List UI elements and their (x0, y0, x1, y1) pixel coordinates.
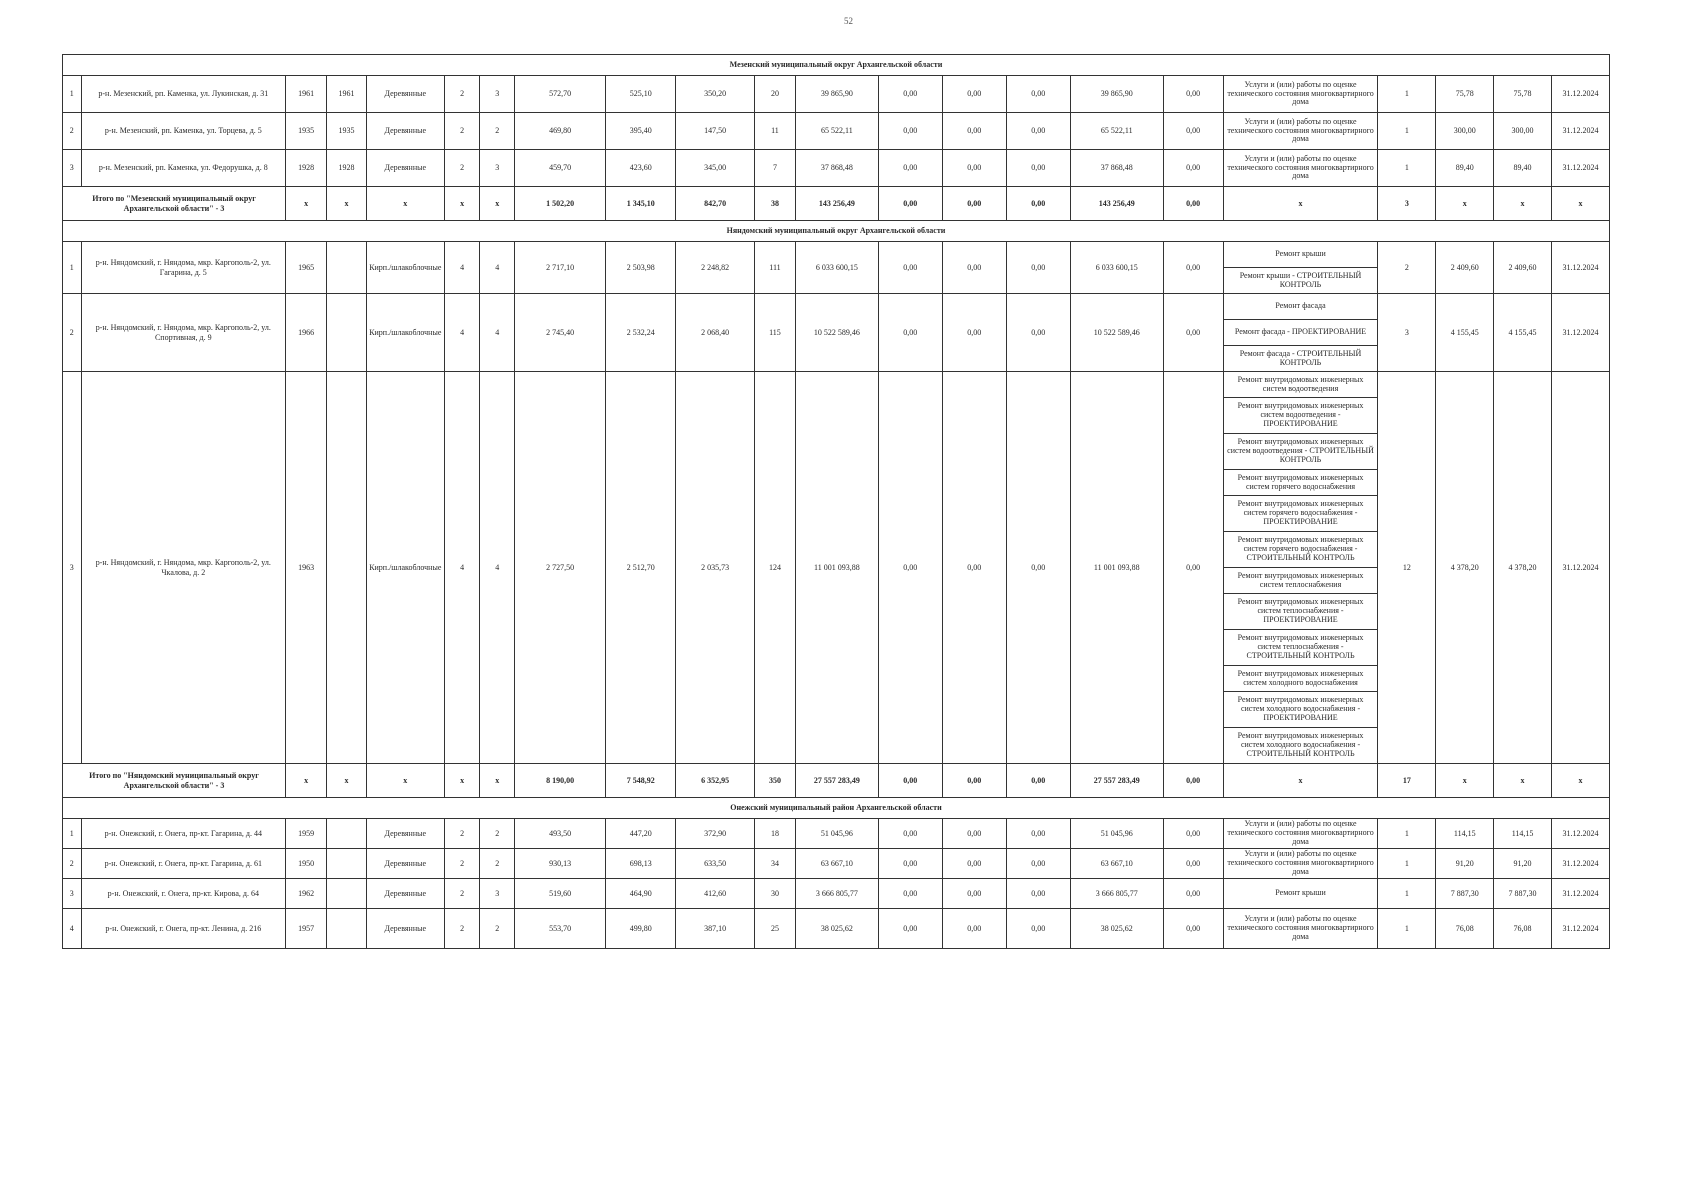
total-entrances: x (480, 764, 515, 798)
total-floors: x (445, 187, 480, 221)
residents-cell: 25 (754, 909, 795, 949)
unit-cost-cell: 114,15 (1436, 819, 1494, 849)
material-cell: Кирп./шлакоблочные (366, 242, 444, 294)
material-cell: Деревянные (366, 113, 444, 150)
regional-cell: 0,00 (942, 113, 1006, 150)
work-type-cell: Ремонт фасада (1223, 294, 1378, 320)
fund-cell: 0,00 (878, 76, 942, 113)
floors-cell: 2 (445, 76, 480, 113)
total-living-area: 7 548,92 (606, 764, 676, 798)
local-cell: 0,00 (1006, 819, 1070, 849)
other-cell: 0,00 (1163, 113, 1223, 150)
total-regional: 0,00 (942, 187, 1006, 221)
year-built-cell: 1961 (286, 76, 327, 113)
total-residential-area: 842,70 (676, 187, 754, 221)
work-type-cell: Услуги и (или) работы по оценке технического состояния многоквартирного дома (1223, 819, 1378, 849)
residential-area-cell: 2 068,40 (676, 294, 754, 372)
owners-cell: 51 045,96 (1070, 819, 1163, 849)
deadline-cell: 31.12.2024 (1551, 849, 1609, 879)
total-deadline: x (1551, 187, 1609, 221)
address-cell: р-н. Онежский, г. Онега, пр-кт. Гагарина, д. 44 (81, 819, 285, 849)
section-title: Онежский муниципальный район Архангельской области (63, 798, 1610, 819)
max-unit-cost-cell: 4 378,20 (1494, 372, 1552, 764)
total-area-cell: 469,80 (515, 113, 606, 150)
section-total-label: Итого по "Мезенский муниципальный округ Архангельской области" - 3 (63, 187, 286, 221)
total-max-unit-cost: x (1494, 764, 1552, 798)
total-cost-cell: 38 025,62 (796, 909, 879, 949)
residential-area-cell: 412,60 (676, 879, 754, 909)
deadline-cell: 31.12.2024 (1551, 372, 1609, 764)
living-area-cell: 2 512,70 (606, 372, 676, 764)
total-other: 0,00 (1163, 764, 1223, 798)
year-commissioned-cell (327, 242, 366, 294)
table-row (63, 294, 1610, 320)
unit-cost-cell: 91,20 (1436, 849, 1494, 879)
other-cell: 0,00 (1163, 819, 1223, 849)
living-area-cell: 499,80 (606, 909, 676, 949)
local-cell: 0,00 (1006, 909, 1070, 949)
total-area-cell: 459,70 (515, 150, 606, 187)
max-unit-cost-cell: 76,08 (1494, 909, 1552, 949)
fund-cell: 0,00 (878, 909, 942, 949)
residents-cell: 11 (754, 113, 795, 150)
residential-area-cell: 633,50 (676, 849, 754, 879)
entrances-cell: 3 (480, 150, 515, 187)
deadline-cell: 31.12.2024 (1551, 150, 1609, 187)
year-commissioned-cell (327, 819, 366, 849)
row-number: 1 (63, 76, 82, 113)
residential-area-cell: 350,20 (676, 76, 754, 113)
deadline-cell: 31.12.2024 (1551, 113, 1609, 150)
address-cell: р-н. Няндомский, г. Няндома, мкр. Каргополь-2, ул. Чкалова, д. 2 (81, 372, 285, 764)
unit-cost-cell: 4 378,20 (1436, 372, 1494, 764)
floors-cell: 4 (445, 294, 480, 372)
total-living-area: 1 345,10 (606, 187, 676, 221)
fund-cell: 0,00 (878, 819, 942, 849)
works-count-cell: 12 (1378, 372, 1436, 764)
year-built-cell: 1928 (286, 150, 327, 187)
floors-cell: 2 (445, 113, 480, 150)
total-total-cost: 27 557 283,49 (796, 764, 879, 798)
owners-cell: 10 522 589,46 (1070, 294, 1163, 372)
material-cell: Деревянные (366, 819, 444, 849)
owners-cell: 37 868,48 (1070, 150, 1163, 187)
works-count-cell: 2 (1378, 242, 1436, 294)
total-residents: 350 (754, 764, 795, 798)
row-number: 2 (63, 849, 82, 879)
address-cell: р-н. Онежский, г. Онега, пр-кт. Ленина, д. 216 (81, 909, 285, 949)
entrances-cell: 4 (480, 242, 515, 294)
residential-area-cell: 2 035,73 (676, 372, 754, 764)
capital-repair-register-table (62, 54, 1610, 949)
total-cost-cell: 39 865,90 (796, 76, 879, 113)
total-local: 0,00 (1006, 764, 1070, 798)
total-works: x (1223, 764, 1378, 798)
section-total-label: Итого по "Няндомский муниципальный округ Архангельской области" - 3 (63, 764, 286, 798)
table-row (63, 242, 1610, 268)
material-cell: Кирп./шлакоблочные (366, 372, 444, 764)
total-area-cell: 493,50 (515, 819, 606, 849)
row-number: 1 (63, 819, 82, 849)
deadline-cell: 31.12.2024 (1551, 242, 1609, 294)
regional-cell: 0,00 (942, 879, 1006, 909)
works-count-cell: 1 (1378, 879, 1436, 909)
residential-area-cell: 2 248,82 (676, 242, 754, 294)
work-type-cell: Ремонт внутридомовых инженерных систем водоотведения - СТРОИТЕЛЬНЫЙ КОНТРОЛЬ (1223, 434, 1378, 470)
work-type-cell: Ремонт крыши - СТРОИТЕЛЬНЫЙ КОНТРОЛЬ (1223, 268, 1378, 294)
row-number: 1 (63, 242, 82, 294)
year-built-cell: 1963 (286, 372, 327, 764)
local-cell: 0,00 (1006, 113, 1070, 150)
other-cell: 0,00 (1163, 372, 1223, 764)
material-cell: Кирп./шлакоблочные (366, 294, 444, 372)
max-unit-cost-cell: 7 887,30 (1494, 879, 1552, 909)
total-year-built: x (286, 187, 327, 221)
total-area-cell: 553,70 (515, 909, 606, 949)
local-cell: 0,00 (1006, 242, 1070, 294)
other-cell: 0,00 (1163, 242, 1223, 294)
floors-cell: 2 (445, 879, 480, 909)
works-count-cell: 1 (1378, 113, 1436, 150)
table-row (63, 909, 1610, 949)
regional-cell: 0,00 (942, 849, 1006, 879)
total-works-count: 17 (1378, 764, 1436, 798)
address-cell: р-н. Мезенский, рп. Каменка, ул. Федорушка, д. 8 (81, 150, 285, 187)
work-type-cell: Ремонт крыши (1223, 242, 1378, 268)
total-residents: 38 (754, 187, 795, 221)
owners-cell: 6 033 600,15 (1070, 242, 1163, 294)
owners-cell: 3 666 805,77 (1070, 879, 1163, 909)
fund-cell: 0,00 (878, 372, 942, 764)
work-type-cell: Ремонт внутридомовых инженерных систем холодного водоснабжения - СТРОИТЕЛЬНЫЙ КОНТРОЛЬ (1223, 728, 1378, 764)
row-number: 4 (63, 909, 82, 949)
total-works: x (1223, 187, 1378, 221)
residential-area-cell: 372,90 (676, 819, 754, 849)
entrances-cell: 4 (480, 294, 515, 372)
material-cell: Деревянные (366, 909, 444, 949)
table-row (63, 372, 1610, 398)
residents-cell: 115 (754, 294, 795, 372)
table-row (63, 819, 1610, 849)
works-count-cell: 3 (1378, 294, 1436, 372)
regional-cell: 0,00 (942, 372, 1006, 764)
fund-cell: 0,00 (878, 242, 942, 294)
entrances-cell: 4 (480, 372, 515, 764)
year-commissioned-cell (327, 294, 366, 372)
address-cell: р-н. Мезенский, рп. Каменка, ул. Лукинская, д. 31 (81, 76, 285, 113)
row-number: 2 (63, 113, 82, 150)
floors-cell: 2 (445, 819, 480, 849)
year-built-cell: 1962 (286, 879, 327, 909)
total-total-area: 8 190,00 (515, 764, 606, 798)
total-cost-cell: 65 522,11 (796, 113, 879, 150)
work-type-cell: Ремонт фасада - СТРОИТЕЛЬНЫЙ КОНТРОЛЬ (1223, 346, 1378, 372)
works-count-cell: 1 (1378, 819, 1436, 849)
total-area-cell: 2 717,10 (515, 242, 606, 294)
works-count-cell: 1 (1378, 909, 1436, 949)
section-header-row (63, 55, 1610, 76)
row-number: 3 (63, 879, 82, 909)
work-type-cell: Ремонт фасада - ПРОЕКТИРОВАНИЕ (1223, 320, 1378, 346)
floors-cell: 2 (445, 150, 480, 187)
year-built-cell: 1935 (286, 113, 327, 150)
total-entrances: x (480, 187, 515, 221)
floors-cell: 4 (445, 372, 480, 764)
fund-cell: 0,00 (878, 879, 942, 909)
living-area-cell: 464,90 (606, 879, 676, 909)
total-cost-cell: 37 868,48 (796, 150, 879, 187)
total-owners: 27 557 283,49 (1070, 764, 1163, 798)
year-commissioned-cell (327, 909, 366, 949)
local-cell: 0,00 (1006, 76, 1070, 113)
fund-cell: 0,00 (878, 113, 942, 150)
local-cell: 0,00 (1006, 150, 1070, 187)
address-cell: р-н. Няндомский, г. Няндома, мкр. Каргополь-2, ул. Спортивная, д. 9 (81, 294, 285, 372)
other-cell: 0,00 (1163, 879, 1223, 909)
total-area-cell: 519,60 (515, 879, 606, 909)
floors-cell: 4 (445, 242, 480, 294)
total-unit-cost: x (1436, 187, 1494, 221)
material-cell: Деревянные (366, 76, 444, 113)
year-built-cell: 1950 (286, 849, 327, 879)
owners-cell: 39 865,90 (1070, 76, 1163, 113)
max-unit-cost-cell: 75,78 (1494, 76, 1552, 113)
living-area-cell: 525,10 (606, 76, 676, 113)
fund-cell: 0,00 (878, 150, 942, 187)
living-area-cell: 447,20 (606, 819, 676, 849)
max-unit-cost-cell: 114,15 (1494, 819, 1552, 849)
total-deadline: x (1551, 764, 1609, 798)
total-cost-cell: 10 522 589,46 (796, 294, 879, 372)
total-total-cost: 143 256,49 (796, 187, 879, 221)
owners-cell: 65 522,11 (1070, 113, 1163, 150)
page-number: 52 (844, 16, 853, 26)
unit-cost-cell: 7 887,30 (1436, 879, 1494, 909)
work-type-cell: Ремонт внутридомовых инженерных систем холодного водоснабжения - ПРОЕКТИРОВАНИЕ (1223, 692, 1378, 728)
residents-cell: 18 (754, 819, 795, 849)
total-area-cell: 2 745,40 (515, 294, 606, 372)
material-cell: Деревянные (366, 150, 444, 187)
section-total-row (63, 187, 1610, 221)
work-type-cell: Ремонт внутридомовых инженерных систем теплоснабжения - ПРОЕКТИРОВАНИЕ (1223, 594, 1378, 630)
local-cell: 0,00 (1006, 294, 1070, 372)
living-area-cell: 698,13 (606, 849, 676, 879)
residents-cell: 124 (754, 372, 795, 764)
year-built-cell: 1959 (286, 819, 327, 849)
year-built-cell: 1957 (286, 909, 327, 949)
total-year-built: x (286, 764, 327, 798)
other-cell: 0,00 (1163, 150, 1223, 187)
section-title: Мезенский муниципальный округ Архангельской области (63, 55, 1610, 76)
works-count-cell: 1 (1378, 150, 1436, 187)
section-header-row (63, 221, 1610, 242)
table-row (63, 849, 1610, 879)
row-number: 3 (63, 150, 82, 187)
residents-cell: 111 (754, 242, 795, 294)
work-type-cell: Ремонт внутридомовых инженерных систем горячего водоснабжения - СТРОИТЕЛЬНЫЙ КОНТРОЛЬ (1223, 532, 1378, 568)
work-type-cell: Ремонт внутридомовых инженерных систем горячего водоснабжения - ПРОЕКТИРОВАНИЕ (1223, 496, 1378, 532)
year-commissioned-cell: 1928 (327, 150, 366, 187)
floors-cell: 2 (445, 909, 480, 949)
regional-cell: 0,00 (942, 909, 1006, 949)
entrances-cell: 3 (480, 76, 515, 113)
year-commissioned-cell (327, 879, 366, 909)
unit-cost-cell: 4 155,45 (1436, 294, 1494, 372)
living-area-cell: 2 532,24 (606, 294, 676, 372)
total-year-commissioned: x (327, 187, 366, 221)
material-cell: Деревянные (366, 879, 444, 909)
total-works-count: 3 (1378, 187, 1436, 221)
regional-cell: 0,00 (942, 242, 1006, 294)
residents-cell: 7 (754, 150, 795, 187)
year-built-cell: 1965 (286, 242, 327, 294)
residents-cell: 30 (754, 879, 795, 909)
year-commissioned-cell: 1935 (327, 113, 366, 150)
works-count-cell: 1 (1378, 849, 1436, 879)
local-cell: 0,00 (1006, 849, 1070, 879)
work-type-cell: Услуги и (или) работы по оценке технического состояния многоквартирного дома (1223, 150, 1378, 187)
address-cell: р-н. Онежский, г. Онега, пр-кт. Гагарина, д. 61 (81, 849, 285, 879)
owners-cell: 11 001 093,88 (1070, 372, 1163, 764)
max-unit-cost-cell: 4 155,45 (1494, 294, 1552, 372)
total-residential-area: 6 352,95 (676, 764, 754, 798)
residential-area-cell: 387,10 (676, 909, 754, 949)
table-row (63, 879, 1610, 909)
entrances-cell: 2 (480, 819, 515, 849)
total-cost-cell: 3 666 805,77 (796, 879, 879, 909)
residents-cell: 20 (754, 76, 795, 113)
row-number: 3 (63, 372, 82, 764)
deadline-cell: 31.12.2024 (1551, 819, 1609, 849)
total-area-cell: 572,70 (515, 76, 606, 113)
entrances-cell: 2 (480, 849, 515, 879)
total-unit-cost: x (1436, 764, 1494, 798)
material-cell: Деревянные (366, 849, 444, 879)
total-area-cell: 930,13 (515, 849, 606, 879)
row-number: 2 (63, 294, 82, 372)
work-type-cell: Ремонт внутридомовых инженерных систем водоотведения (1223, 372, 1378, 398)
work-type-cell: Ремонт крыши (1223, 879, 1378, 909)
work-type-cell: Услуги и (или) работы по оценке технического состояния многоквартирного дома (1223, 849, 1378, 879)
unit-cost-cell: 76,08 (1436, 909, 1494, 949)
total-other: 0,00 (1163, 187, 1223, 221)
residents-cell: 34 (754, 849, 795, 879)
max-unit-cost-cell: 300,00 (1494, 113, 1552, 150)
unit-cost-cell: 2 409,60 (1436, 242, 1494, 294)
works-count-cell: 1 (1378, 76, 1436, 113)
total-cost-cell: 11 001 093,88 (796, 372, 879, 764)
max-unit-cost-cell: 2 409,60 (1494, 242, 1552, 294)
deadline-cell: 31.12.2024 (1551, 76, 1609, 113)
unit-cost-cell: 89,40 (1436, 150, 1494, 187)
work-type-cell: Ремонт внутридомовых инженерных систем горячего водоснабжения (1223, 470, 1378, 496)
year-commissioned-cell: 1961 (327, 76, 366, 113)
unit-cost-cell: 300,00 (1436, 113, 1494, 150)
total-cost-cell: 6 033 600,15 (796, 242, 879, 294)
max-unit-cost-cell: 89,40 (1494, 150, 1552, 187)
year-commissioned-cell (327, 849, 366, 879)
max-unit-cost-cell: 91,20 (1494, 849, 1552, 879)
deadline-cell: 31.12.2024 (1551, 909, 1609, 949)
other-cell: 0,00 (1163, 909, 1223, 949)
work-type-cell: Услуги и (или) работы по оценке технического состояния многоквартирного дома (1223, 76, 1378, 113)
total-material: x (366, 187, 444, 221)
work-type-cell: Ремонт внутридомовых инженерных систем теплоснабжения - СТРОИТЕЛЬНЫЙ КОНТРОЛЬ (1223, 630, 1378, 666)
owners-cell: 63 667,10 (1070, 849, 1163, 879)
living-area-cell: 395,40 (606, 113, 676, 150)
entrances-cell: 3 (480, 879, 515, 909)
total-cost-cell: 51 045,96 (796, 819, 879, 849)
entrances-cell: 2 (480, 113, 515, 150)
year-commissioned-cell (327, 372, 366, 764)
regional-cell: 0,00 (942, 150, 1006, 187)
total-area-cell: 2 727,50 (515, 372, 606, 764)
table-row (63, 76, 1610, 113)
table-row (63, 113, 1610, 150)
total-max-unit-cost: x (1494, 187, 1552, 221)
regional-cell: 0,00 (942, 294, 1006, 372)
total-owners: 143 256,49 (1070, 187, 1163, 221)
local-cell: 0,00 (1006, 372, 1070, 764)
regional-cell: 0,00 (942, 819, 1006, 849)
fund-cell: 0,00 (878, 849, 942, 879)
floors-cell: 2 (445, 849, 480, 879)
residential-area-cell: 345,00 (676, 150, 754, 187)
total-total-area: 1 502,20 (515, 187, 606, 221)
local-cell: 0,00 (1006, 879, 1070, 909)
regional-cell: 0,00 (942, 76, 1006, 113)
total-regional: 0,00 (942, 764, 1006, 798)
unit-cost-cell: 75,78 (1436, 76, 1494, 113)
residential-area-cell: 147,50 (676, 113, 754, 150)
total-cost-cell: 63 667,10 (796, 849, 879, 879)
total-local: 0,00 (1006, 187, 1070, 221)
other-cell: 0,00 (1163, 849, 1223, 879)
total-fund: 0,00 (878, 187, 942, 221)
address-cell: р-н. Няндомский, г. Няндома, мкр. Каргополь-2, ул. Гагарина, д. 5 (81, 242, 285, 294)
total-fund: 0,00 (878, 764, 942, 798)
living-area-cell: 2 503,98 (606, 242, 676, 294)
total-floors: x (445, 764, 480, 798)
work-type-cell: Ремонт внутридомовых инженерных систем холодного водоснабжения (1223, 666, 1378, 692)
living-area-cell: 423,60 (606, 150, 676, 187)
total-material: x (366, 764, 444, 798)
work-type-cell: Ремонт внутридомовых инженерных систем водоотведения - ПРОЕКТИРОВАНИЕ (1223, 398, 1378, 434)
work-type-cell: Услуги и (или) работы по оценке технического состояния многоквартирного дома (1223, 113, 1378, 150)
total-year-commissioned: x (327, 764, 366, 798)
other-cell: 0,00 (1163, 76, 1223, 113)
address-cell: р-н. Мезенский, рп. Каменка, ул. Торцева, д. 5 (81, 113, 285, 150)
deadline-cell: 31.12.2024 (1551, 294, 1609, 372)
address-cell: р-н. Онежский, г. Онега, пр-кт. Кирова, д. 64 (81, 879, 285, 909)
work-type-cell: Ремонт внутридомовых инженерных систем теплоснабжения (1223, 568, 1378, 594)
table-row (63, 150, 1610, 187)
section-header-row (63, 798, 1610, 819)
owners-cell: 38 025,62 (1070, 909, 1163, 949)
section-title: Няндомский муниципальный округ Архангельской области (63, 221, 1610, 242)
other-cell: 0,00 (1163, 294, 1223, 372)
year-built-cell: 1966 (286, 294, 327, 372)
fund-cell: 0,00 (878, 294, 942, 372)
work-type-cell: Услуги и (или) работы по оценке технического состояния многоквартирного дома (1223, 909, 1378, 949)
section-total-row (63, 764, 1610, 798)
entrances-cell: 2 (480, 909, 515, 949)
deadline-cell: 31.12.2024 (1551, 879, 1609, 909)
